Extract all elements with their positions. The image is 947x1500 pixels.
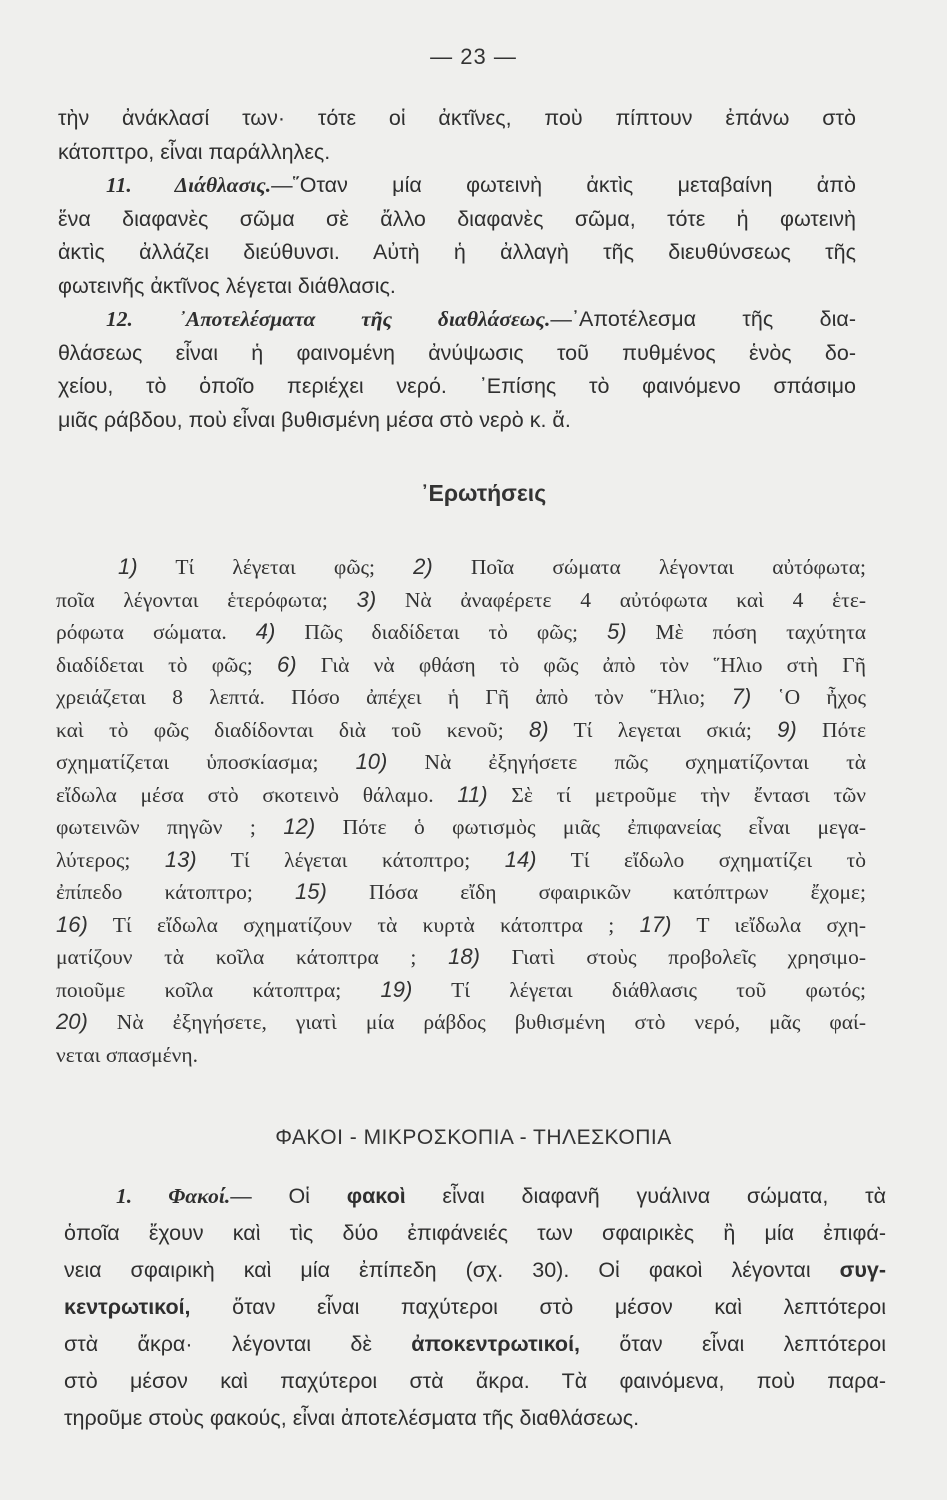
text-span: κάτοπτρο, εἶναι παράλληλες. [58, 139, 331, 164]
text-span: ἐπίπεδο κάτοπτρο; [56, 880, 296, 904]
text-line [58, 203, 856, 235]
question-number: 1) [118, 554, 138, 579]
text-line [58, 337, 856, 369]
text-span: σχηματίζεται ὑποσκίασμα; [56, 750, 356, 774]
text-span: Νὰ ἐξηγήσετε, γιατὶ μία ράβδος βυθισμένη στὸ νερό, μᾶς φαί- [87, 1010, 866, 1034]
text-span: Γιατὶ στοὺς προβολεῖς χρησιμο- [479, 945, 866, 969]
question-number: 2) [413, 554, 433, 579]
page-number: — 23 — [430, 44, 517, 69]
text-line [106, 303, 856, 335]
question-number: 6) [276, 651, 297, 677]
text-line [56, 974, 866, 1006]
text-span: λύτερος; [56, 847, 165, 872]
text-span: Πότε ὁ φωτισμὸς μιᾶς ἐπιφανείας εἶναι μεγα- [315, 815, 866, 839]
text-line [56, 941, 866, 973]
text-span: νεται σπασμένη. [56, 1042, 199, 1067]
section-label: 1. Φακοί. [116, 1184, 231, 1208]
text-line [106, 169, 856, 201]
text-line [56, 844, 866, 876]
text-span: στὰ ἄκρα· λέγονται δὲ [64, 1332, 412, 1356]
text-line [64, 1328, 886, 1360]
text-span: διαδίδεται τὸ φῶς; [56, 652, 277, 677]
question-number: 9) [777, 716, 797, 742]
text-span: ὁποῖα ἔχουν καὶ τὶς δύο ἐπιφάνειές των σφαιρικὲς ἢ μία ἐπιφά- [64, 1221, 886, 1245]
text-span: — Οἱ [230, 1184, 347, 1208]
section-label: 12. ᾿Αποτελέσματα τῆς διαθλάσεως. [106, 307, 551, 331]
text-line [56, 811, 866, 843]
text-line [64, 1291, 886, 1323]
text-span: μιᾶς ράβδου, ποὺ εἶναι βυθισμένη μέσα στὸ νερὸ κ. ἄ. [58, 407, 571, 432]
text-span: Πότε [796, 717, 866, 742]
question-number: 3) [356, 586, 377, 612]
text-span: —῞Οταν μία φωτεινὴ ἀκτὶς μεταβαίνη ἀπὸ [271, 173, 856, 197]
text-span: Μὲ πόση ταχύτητα [626, 620, 866, 644]
question-number: 16) [56, 911, 88, 937]
question-number: 7) [731, 684, 752, 709]
text-span: στὸ μέσον καὶ παχύτεροι στὰ ἄκρα. Τὰ φαινόμενα, ποὺ παρα- [64, 1369, 886, 1393]
bold-term: κεντρωτικοί, [64, 1295, 191, 1319]
text-line [56, 616, 866, 648]
text-span: εἴδωλα μέσα στὸ σκοτεινὸ θάλαμο. [56, 782, 458, 807]
text-line [64, 1254, 886, 1286]
text-line [56, 649, 866, 681]
text-span: Πόσα εἴδη σφαιρικῶν κατόπτρων ἔχομε; [326, 880, 866, 904]
text-span: ρόφωτα σώματα. [56, 620, 256, 644]
question-number: 18) [448, 944, 480, 969]
text-span: Νὰ ἀναφέρετε 4 αὐτόφωτα καὶ 4 ἑτε- [376, 587, 867, 612]
questions-heading: ᾿Ερωτήσεις [420, 480, 547, 506]
bold-term: φακοὶ [346, 1184, 406, 1208]
text-span: Τί εἴδωλο σχηματίζει τὸ [536, 847, 866, 872]
text-line [58, 404, 856, 436]
question-number: 15) [295, 879, 327, 904]
text-span: χρειάζεται 8 λεπτά. Πόσο ἀπέχει ἡ Γῆ ἀπὸ τὸν ῞Ηλιο; [56, 685, 732, 709]
text-span: Τί λέγεται φῶς; [137, 555, 414, 579]
text-span: θλάσεως εἶναι ἡ φαινομένη ἀνύψωσις τοῦ πυθμένος ἑνὸς δο- [58, 340, 856, 365]
text-span: Ποῖα σώματα λέγονται αὐτόφωτα; [432, 555, 866, 579]
question-number: 8) [529, 716, 549, 742]
question-number: 4) [255, 619, 276, 644]
question-number: 17) [639, 911, 672, 937]
text-span: χείου, τὸ ὁποῖο περιέχει νερό. ᾿Επίσης τὸ φαινόμενο σπάσιμο [58, 374, 856, 398]
text-line [118, 551, 866, 583]
text-span: Τί λεγεται σκιά; [548, 717, 778, 742]
text-span: τηροῦμε στοὺς φακούς, εἶναι ἀποτελέσματα τῆς διαθλάσεως. [64, 1406, 640, 1430]
text-span: Τ ιεἴδωλα σχη- [671, 912, 866, 937]
question-number: 19) [380, 976, 413, 1002]
text-line [56, 1006, 866, 1038]
section-label: 11. Διάθλασις. [106, 173, 272, 197]
text-span: ὅταν εἶναι λεπτότεροι [580, 1332, 887, 1356]
text-span: ματίζουν τὰ κοῖλα κάτοπτρα ; [56, 945, 449, 969]
bold-term: συγ- [839, 1258, 886, 1282]
text-span: —᾿Αποτέλεσμα τῆς δια- [550, 307, 856, 331]
text-span: τὴν ἀνάκλασί των· τότε οἱ ἀκτῖνες, ποὺ πίπτουν ἐπάνω στὸ [58, 106, 856, 130]
text-span: εἶναι διαφανῆ γυάλινα σώματα, τὰ [405, 1184, 886, 1208]
text-line [64, 1217, 886, 1249]
text-line [58, 102, 856, 134]
question-number: 5) [606, 619, 627, 644]
text-span: Τί λέγεται κάτοπτρο; [196, 847, 505, 872]
text-line [56, 779, 866, 811]
text-line [58, 370, 856, 402]
text-line [58, 136, 856, 168]
text-span: ποῖα λέγονται ἑτερόφωτα; [56, 587, 357, 612]
text-span: νεια σφαιρικὴ καὶ μία ἐπίπεδη (σχ. 30). Οἱ φακοὶ λέγονται [64, 1258, 840, 1282]
text-span: Τί λέγεται διάθλασις τοῦ φωτός; [412, 977, 866, 1002]
question-number: 12) [283, 814, 316, 839]
text-line [56, 584, 866, 616]
text-span: φωτεινῆς ἀκτῖνος λέγεται διάθλασις. [58, 273, 396, 298]
text-line [56, 909, 866, 941]
text-line [64, 1365, 886, 1397]
text-span: Σὲ τί μετροῦμε τὴν ἔντασι τῶν [487, 782, 866, 807]
question-number: 14) [504, 846, 537, 872]
question-number: 13) [164, 846, 197, 872]
text-line [58, 236, 856, 268]
question-number: 10) [355, 749, 388, 774]
text-line [64, 1402, 886, 1434]
bold-term: ἀποκεντρωτικοί, [411, 1332, 581, 1356]
text-line [58, 270, 856, 302]
text-span: φωτεινῶν πηγῶν ; [56, 815, 284, 839]
text-span: ῾Ο ἦχος [751, 685, 867, 709]
text-span: ἕνα διαφανὲς σῶμα σὲ ἄλλο διαφανὲς σῶμα, τότε ἡ φωτεινὴ [58, 206, 856, 231]
lenses-heading: ΦΑΚΟΙ - ΜΙΚΡΟΣΚΟΠΙΑ - ΤΗΛΕΣΚΟΠΙΑ [275, 1126, 672, 1149]
text-line [56, 681, 866, 713]
text-span: ὅταν εἶναι παχύτεροι στὸ μέσον καὶ λεπτότεροι [190, 1295, 886, 1319]
text-span: καὶ τὸ φῶς διαδίδονται διὰ τοῦ κενοῦ; [56, 717, 529, 742]
text-line [56, 1039, 866, 1071]
question-number: 20) [56, 1009, 88, 1034]
text-span: Πῶς διαδίδεται τὸ φῶς; [275, 620, 607, 644]
text-line [116, 1180, 886, 1212]
text-span: Τί εἴδωλα σχηματίζουν τὰ κυρτὰ κάτοπτρα ; [87, 912, 640, 937]
text-line [56, 876, 866, 908]
question-number: 11) [457, 781, 488, 807]
text-span: Γιὰ νὰ φθάση τὸ φῶς ἀπὸ τὸν ῞Ηλιο στὴ Γῆ [296, 652, 866, 677]
text-span: ἀκτὶς ἀλλάζει διεύθυνσι. Αὐτὴ ἡ ἀλλαγὴ τῆς διευθύνσεως τῆς [58, 240, 856, 264]
text-line [56, 714, 866, 746]
text-span: ποιοῦμε κοῖλα κάτοπτρα; [56, 977, 381, 1002]
text-span: Νὰ ἐξηγήσετε πῶς σχηματίζονται τὰ [387, 750, 866, 774]
text-line [56, 746, 866, 778]
